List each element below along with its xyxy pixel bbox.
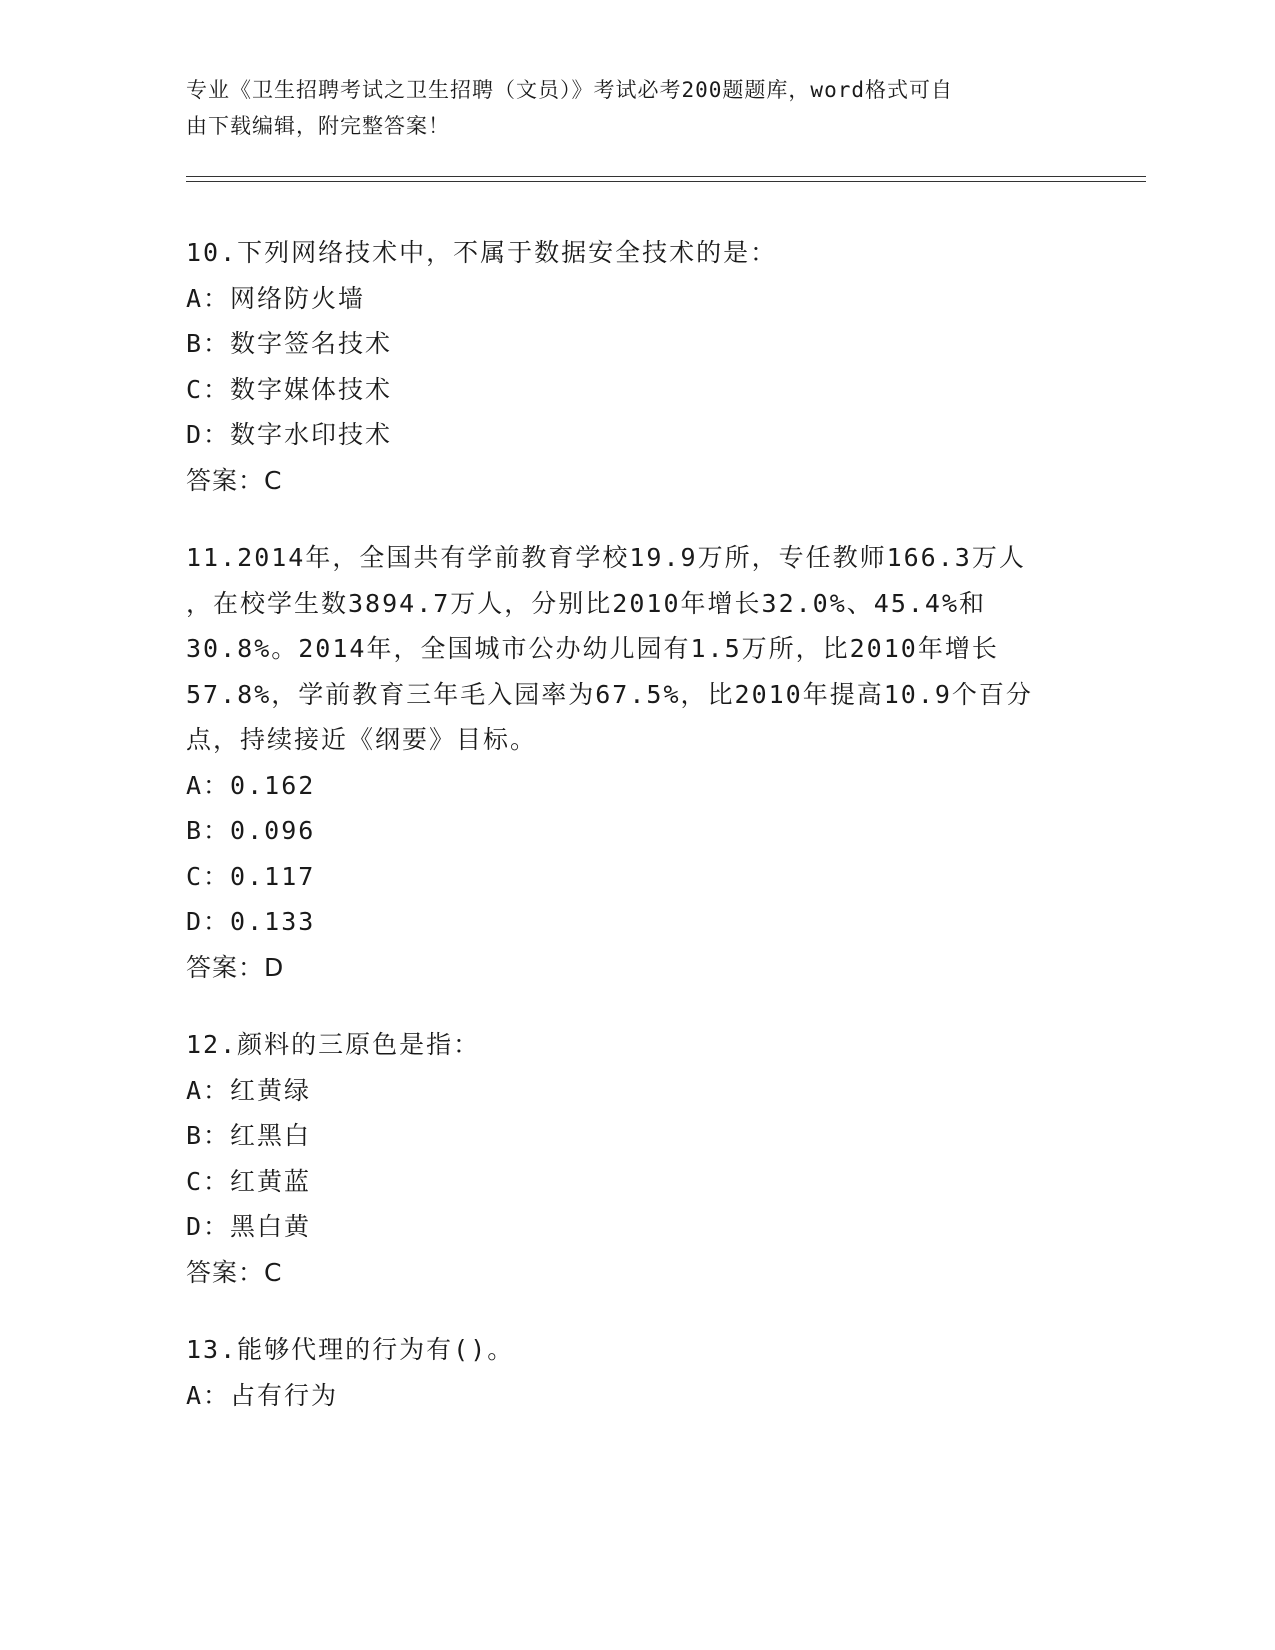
- question-stem-line: 30.8%。2014年，全国城市公办幼儿园有1.5万所，比2010年增长: [186, 634, 999, 663]
- answer-line: 答案：C: [186, 1257, 283, 1287]
- option-a: A：占有行为: [186, 1380, 339, 1410]
- question-13: [186, 1327, 1066, 1418]
- header-line-1: 专业《卫生招聘考试之卫生招聘（文员）》考试必考200题题库，word格式可自: [186, 78, 953, 102]
- option-b: B：0.096: [186, 816, 316, 845]
- option-a: A：网络防火墙: [186, 283, 366, 313]
- question-stem-line: ，在校学生数3894.7万人，分别比2010年增长32.0%、45.4%和: [186, 588, 987, 618]
- option-c: C：数字媒体技术: [186, 374, 393, 404]
- divider-line-bottom: [186, 181, 1146, 182]
- option-b: B：数字签名技术: [186, 329, 393, 358]
- option-c: C：0.117: [186, 861, 316, 891]
- question-stem: 13.能够代理的行为有()。: [186, 1335, 515, 1364]
- question-10: [186, 230, 1066, 503]
- question-12: [186, 1022, 1066, 1295]
- question-stem: 12.颜料的三原色是指：: [186, 1030, 481, 1059]
- question-11: [186, 535, 1066, 990]
- option-c: C：红黄蓝: [186, 1166, 312, 1196]
- option-a: A：红黄绿: [186, 1075, 312, 1105]
- question-list: [186, 230, 1066, 1450]
- option-d: D：0.133: [186, 907, 316, 936]
- option-d: D：数字水印技术: [186, 420, 393, 449]
- option-d: D：黑白黄: [186, 1212, 312, 1241]
- option-a: A：0.162: [186, 770, 316, 800]
- option-b: B：红黑白: [186, 1121, 312, 1150]
- question-stem-line: 57.8%，学前教育三年毛入园率为67.5%，比2010年提高10.9个百分: [186, 679, 1033, 709]
- divider-line-top: [186, 176, 1146, 177]
- question-stem-line: 点，持续接近《纲要》目标。: [186, 725, 538, 754]
- question-stem-line: 11.2014年，全国共有学前教育学校19.9万所，专任教师166.3万人: [186, 543, 1026, 572]
- answer-line: 答案：C: [186, 465, 283, 495]
- document-header: [186, 72, 1066, 144]
- header-line-2: 由下载编辑，附完整答案！: [186, 114, 450, 138]
- answer-line: 答案：D: [186, 952, 285, 982]
- question-stem: 10.下列网络技术中，不属于数据安全技术的是：: [186, 238, 778, 267]
- header-divider: [186, 176, 1146, 182]
